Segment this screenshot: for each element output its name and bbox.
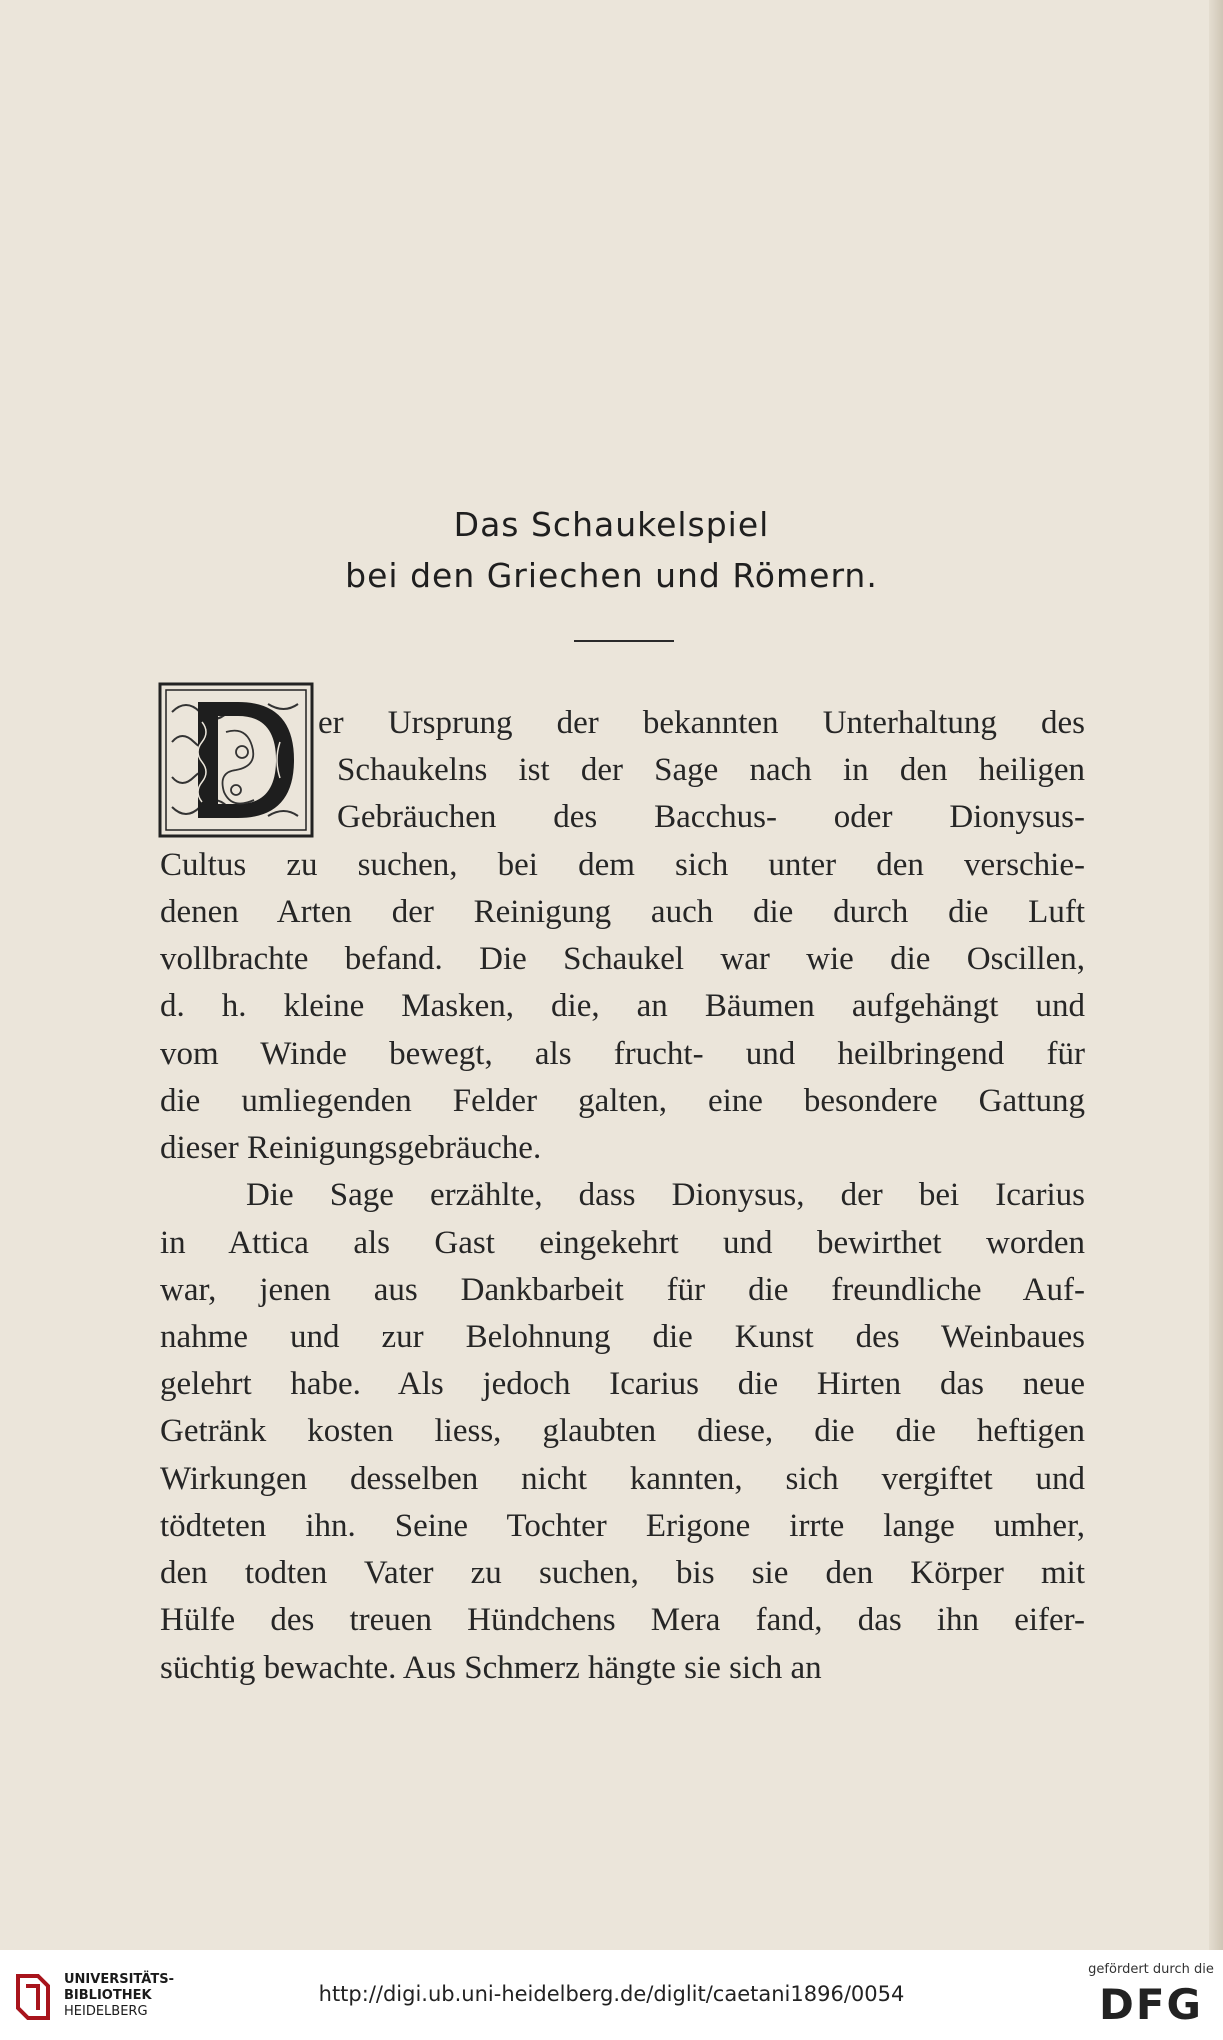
page-edge-shadow: [1209, 0, 1223, 1950]
text-line: nahme und zur Belohnung die Kunst des Weinbaues: [160, 1319, 1085, 1355]
text-line: gelehrt habe. Als jedoch Icarius die Hirten das neue: [160, 1366, 1085, 1402]
text-line: Gebräuchen des Bacchus- oder Dionysus-: [337, 799, 1085, 835]
text-line: Schaukelns ist der Sage nach in den heiligen: [337, 752, 1085, 788]
heading-line-1: Das Schaukelspiel: [453, 505, 770, 544]
text-line: dieser Reinigungsgebräuche.: [160, 1130, 542, 1166]
text-line: süchtig bewachte. Aus Schmerz hängte sie sich an: [160, 1650, 822, 1686]
library-name-line-2: BIBLIOTHEK: [64, 1988, 152, 2003]
funding-note: gefördert durch die: [1088, 1962, 1214, 1977]
text-line: die umliegenden Felder galten, eine besondere Gattung: [160, 1083, 1085, 1119]
dfg-logo: DFG: [1098, 1980, 1204, 2029]
permalink-url[interactable]: http://digi.ub.uni-heidelberg.de/diglit/caetani1896/0054: [318, 1982, 905, 2006]
library-name-line-1: UNIVERSITÄTS-: [64, 1972, 174, 1987]
text-line: Die Sage erzählte, dass Dionysus, der bei Icarius: [246, 1177, 1085, 1213]
heading-line-2: bei den Griechen und Römern.: [345, 556, 878, 595]
text-line: Getränk kosten liess, glaubten diese, die die heftigen: [160, 1413, 1085, 1449]
library-name-line-3: HEIDELBERG: [64, 2004, 148, 2019]
text-line: vom Winde bewegt, als frucht- und heilbringend für: [160, 1036, 1085, 1072]
text-line: in Attica als Gast eingekehrt und bewirthet worden: [160, 1225, 1085, 1261]
text-line: Cultus zu suchen, bei dem sich unter den verschie-: [160, 847, 1085, 883]
heading-divider: [574, 640, 674, 642]
footer-bar: [0, 1950, 1223, 2040]
text-line: denen Arten der Reinigung auch die durch die Luft: [160, 894, 1085, 930]
text-line: war, jenen aus Dankbarbeit für die freundliche Auf-: [160, 1272, 1085, 1308]
text-line: den todten Vater zu suchen, bis sie den Körper mit: [160, 1555, 1085, 1591]
text-line: d. h. kleine Masken, die, an Bäumen aufgehängt und: [160, 988, 1085, 1024]
text-line: Hülfe des treuen Hündchens Mera fand, das ihn eifer-: [160, 1602, 1085, 1638]
text-line: er Ursprung der bekannten Unterhaltung des: [318, 705, 1085, 741]
text-line: tödteten ihn. Seine Tochter Erigone irrte lange umher,: [160, 1508, 1085, 1544]
text-line: vollbrachte befand. Die Schaukel war wie die Oscillen,: [160, 941, 1085, 977]
text-line: Wirkungen desselben nicht kannten, sich vergiftet und: [160, 1461, 1085, 1497]
decorated-initial-d: [158, 682, 314, 838]
